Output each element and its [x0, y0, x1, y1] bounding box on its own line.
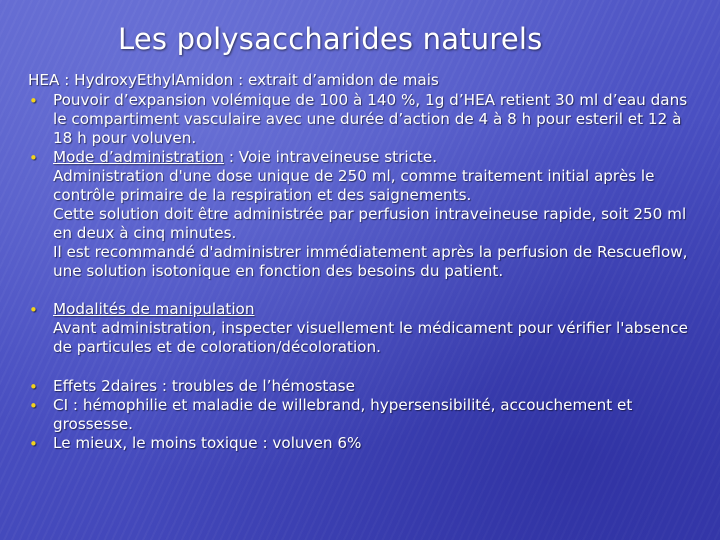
bullet-side-effects: [28, 377, 700, 396]
bullet-heading-line: [53, 300, 700, 319]
spacer: [28, 281, 700, 300]
bullet-paragraph: Avant administration, inspecter visuellement le médicament pour vérifier l'absence de particules et de coloration/décoloration.: [53, 319, 688, 356]
bullet-paragraph: Administration d'une dose unique de 250 ml, comme traitement initial après le contrôle primaire de la respiration et des saignements.: [53, 167, 655, 204]
bullet-manipulation: [28, 300, 700, 357]
intro-line: HEA : HydroxyEthylAmidon : extrait d’amidon de mais: [28, 71, 439, 89]
bullet-heading: Mode d’administration: [53, 148, 224, 166]
bullet-contraindications: [28, 396, 700, 434]
slide-content: [28, 71, 700, 453]
bullet-conclusion: [28, 434, 700, 453]
bullet-icon: •: [29, 435, 38, 453]
bullet-text: Pouvoir d’expansion volémique de 100 à 140 %, 1g d’HEA retient 30 ml d’eau dans le compartiment vasculaire avec une durée d’action de 4 à 8 h pour esteril et 12 à 18 h pour voluven.: [53, 91, 688, 147]
bullet-paragraph: Il est recommandé d'administrer immédiatement après la perfusion de Rescueflow, une solution isotonique en fonction des besoins du patient.: [53, 243, 688, 280]
bullet-icon: •: [29, 301, 38, 319]
slide-title: Les polysaccharides naturels: [118, 22, 543, 56]
bullet-heading-rest: : Voie intraveineuse stricte.: [224, 148, 438, 166]
spacer: [28, 357, 700, 377]
bullet-icon: •: [29, 397, 38, 415]
bullet-text: Effets 2daires : troubles de l’hémostase: [53, 377, 355, 395]
bullet-heading: Modalités de manipulation: [53, 300, 255, 318]
bullet-icon: •: [29, 378, 38, 396]
bullet-expansion: [28, 91, 700, 148]
bullet-text: CI : hémophilie et maladie de willebrand, hypersensibilité, accouchement et grossesse.: [53, 396, 633, 433]
bullet-text: Le mieux, le moins toxique : voluven 6%: [53, 434, 362, 452]
bullet-heading-line: [53, 148, 700, 167]
bullet-icon: •: [29, 92, 38, 110]
bullet-administration: [28, 148, 700, 281]
bullet-paragraph: Cette solution doit être administrée par perfusion intraveineuse rapide, soit 250 ml en deux à cinq minutes.: [53, 205, 687, 242]
bullet-icon: •: [29, 149, 38, 167]
